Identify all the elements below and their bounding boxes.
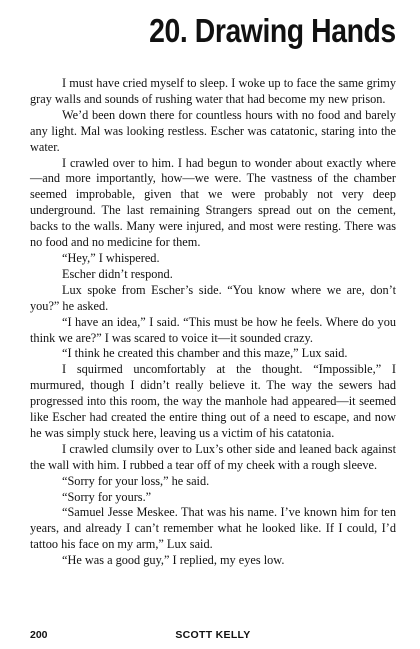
- paragraph: “He was a good guy,” I replied, my eyes low.: [62, 553, 285, 568]
- paragraph: “Sorry for yours.”: [62, 489, 152, 504]
- paragraph: Escher didn’t respond.: [62, 266, 173, 281]
- paragraph: “Hey,” I whispered.: [62, 250, 160, 265]
- page-number: 200: [30, 629, 48, 641]
- paragraph: I must have cried myself to sleep. I woke up to face the same grimy gray walls and sounds of rushing water that had become my new prison.: [30, 76, 396, 106]
- paragraph: “I think he created this chamber and this maze,” Lux said.: [62, 346, 348, 361]
- body-text: [30, 76, 396, 569]
- author-name: SCOTT KELLY: [175, 629, 251, 641]
- paragraph: I squirmed uncomfortably at the thought. “Impossible,” I murmured, though I didn’t really believe it. The way the sewers had progressed into this room, the way the manhole had appeared—it seemed like Escher had created the entire thing out of a need to escape, and now he was simply stuck here, leaving us a victim of his catatonia.: [30, 362, 396, 440]
- chapter-title: 20. Drawing Hands: [149, 12, 396, 49]
- paragraph: I crawled clumsily over to Lux’s other side and leaned back against the wall with him. I rubbed a tear off of my cheek with a rough sleeve.: [30, 441, 396, 472]
- paragraph: I crawled over to him. I had begun to wonder about exactly where—and more importantly, how—we were. The vastness of the chamber seemed improbable, given that we were probably not very deep underground. The last remaining Strangers spread out on the cement, backs to the walls. Many were injured, and most were resting. There was no food and no medicine for them.: [30, 155, 396, 250]
- paragraph: Lux spoke from Escher’s side. “You know where we are, don’t you?” he asked.: [30, 282, 396, 313]
- paragraph: We’d been down there for countless hours with no food and barely any light. Mal was looking restless. Escher was catatonic, staring into the water.: [30, 107, 396, 154]
- paragraph: “I have an idea,” I said. “This must be how he feels. Where do you think we are?” I was scared to voice it—it sounded crazy.: [30, 314, 396, 345]
- paragraph: “Sorry for your loss,” he said.: [62, 473, 210, 488]
- paragraph: “Samuel Jesse Meskee. That was his name. I’ve known him for ten years, and already I can’t remember what he looked like. If I could, I’d tattoo his face on my arm,” Lux said.: [30, 505, 396, 552]
